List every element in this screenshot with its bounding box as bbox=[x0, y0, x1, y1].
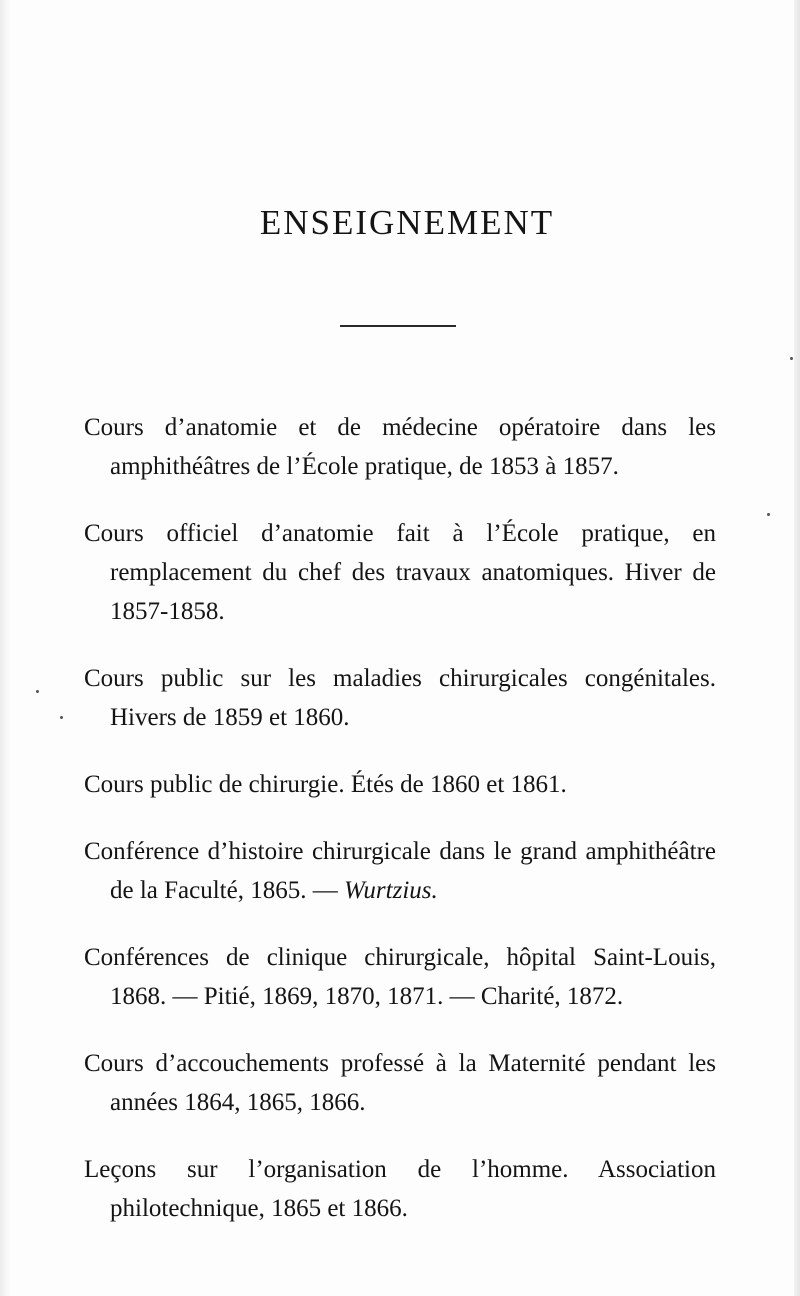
entry-text: Conférence d’histoire chirurgicale dans le grand amphithéâtre de la Faculté, 1865. — bbox=[84, 838, 716, 904]
entry-official-anatomy-course bbox=[84, 514, 716, 631]
print-speck bbox=[790, 357, 793, 360]
entry-text: Conférences de clinique chirurgicale, hôpital Saint-Louis, 1868. — Pitié, 1869, 1870, 1871. — Charité, 1872. bbox=[84, 944, 716, 1010]
entry-surgical-history-conference bbox=[84, 832, 716, 910]
entry-obstetrics-course bbox=[84, 1044, 716, 1122]
print-speck bbox=[767, 513, 770, 516]
entry-text: Cours d’accouchements professé à la Maternité pendant les années 1864, 1865, 1866. bbox=[84, 1050, 716, 1116]
page-edge-left bbox=[0, 0, 10, 1296]
entry-text: Cours public sur les maladies chirurgicales congénitales. Hivers de 1859 et 1860. bbox=[84, 665, 716, 731]
entry-text: Cours public de chirurgie. Étés de 1860 et 1861. bbox=[84, 771, 567, 798]
print-speck bbox=[36, 690, 39, 693]
entry-text: Cours d’anatomie et de médecine opératoire dans les amphithéâtres de l’École pratique, de 1853 à 1857. bbox=[84, 414, 716, 480]
entry-text: Cours officiel d’anatomie fait à l’École pratique, en remplacement du chef des travaux anatomiques. Hiver de 1857-1858. bbox=[84, 520, 716, 625]
entry-emphasis: Wurtzius. bbox=[343, 877, 438, 904]
entry-clinical-conferences bbox=[84, 938, 716, 1016]
entry-lessons-organisation bbox=[84, 1150, 716, 1228]
heading-rule bbox=[340, 325, 456, 327]
section-heading: ENSEIGNEMENT bbox=[259, 203, 555, 242]
entry-text: Leçons sur l’organisation de l’homme. Association philotechnique, 1865 et 1866. bbox=[84, 1156, 716, 1222]
entry-congenital-diseases-course bbox=[84, 659, 716, 737]
print-speck bbox=[60, 716, 63, 719]
entry-public-surgery-course bbox=[84, 765, 716, 804]
entry-anatomy-courses bbox=[84, 408, 716, 486]
teaching-entries-list bbox=[84, 408, 716, 1256]
page-edge-right bbox=[794, 0, 800, 1296]
